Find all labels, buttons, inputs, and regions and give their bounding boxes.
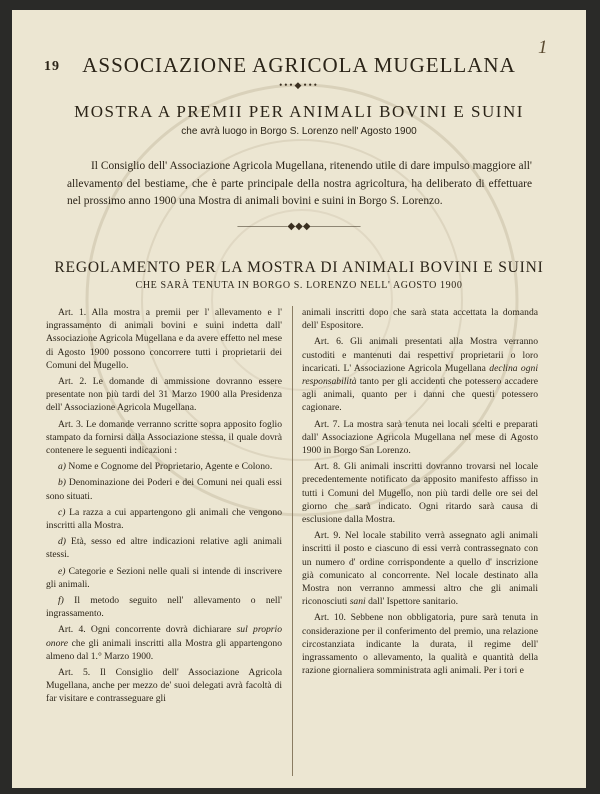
page-number: 19 <box>44 59 60 74</box>
article-3-item-c: c) La razza a cui appartengono gli animali che vengono inscritti alla Mostra. <box>46 506 282 532</box>
article-3-item-b: b) Denominazione dei Poderi e dei Comuni nei quali essi sono situati. <box>46 477 282 502</box>
article-6: Art. 6. Gli animali presentati alla Mostra verranno custoditi e mantenuti dai respettivi proprietarii o loro incaricati. L' Associazione Agricola Mugellana declina ogni responsabilità tanto per gli accidenti che potessero accadere agli animali, quanto per i danni che questi potessero cagionare. <box>302 336 538 414</box>
regulation-subtitle: CHE SARÀ TENUTA IN BORGO S. LORENZO NELL' AGOSTO 1900 <box>135 280 463 291</box>
article-10: Art. 10. Sebbene non obbligatoria, pure sarà tenuta in considerazione per il conferimento del premio, una relazione circostanziata indicante la durata, il regime dell' ingrassamento o allevamento, la qualità e quantità della razione giornaliera somministrata agli animali. Per i tori e <box>302 612 538 677</box>
article-3-item-d: d) Età, sesso ed altre indicazioni relative agli animali stessi. <box>46 536 282 561</box>
article-5: Art. 5. Il Consiglio dell' Associazione Agricola Mugellana, anche per mezzo de' suoi delegati avrà facoltà di far visitare e contrasseguare gli <box>46 667 282 705</box>
exhibition-subtitle: che avrà luogo in Borgo S. Lorenzo nell' Agosto 1900 <box>181 126 417 137</box>
article-1: Art. 1. Alla mostra a premii per l' allevamento e l' ingrassamento di animali bovini e suini indetta dall' Associazione Agricola Mugellana e da avere effetto nel mese di Agosto 1900 possono concorrere tutti i proprietarii dei Comuni del Mugello. <box>46 307 282 371</box>
article-3-item-f: f) Il metodo seguito nell' allevamento o nell' ingrassamento. <box>46 595 282 620</box>
article-9: Art. 9. Nel locale stabilito verrà assegnato agli animali inscritti il posto e ciascuno di essi verrà contrassegnato con un numero d' ordine corrispondente a quello d' inscrizione già comunicato al concorrente. Nel locale destinato alla Mostra non verranno ammessi altro che gli animali riconosciuti sani dall' Ispettore sanitario. <box>302 530 538 608</box>
article-3: Art. 3. Le domande verranno scritte sopra apposito foglio stampato da fornirsi dalla Associazione stessa, il quale dovrà contenere le seguenti indicazioni : <box>46 418 282 457</box>
article-8: Art. 8. Gli animali inscritti dovranno trovarsi nel locale precedentemente notificato da apposito manifesto affisso in tutti i Comuni del Mugello, non più tardi delle ore sei del giorno che sarà indicato. Ogni ritardo sarà causa di esclusione dalla Mostra. <box>302 461 538 526</box>
section-separator: —————◆◆◆————— <box>237 221 361 232</box>
right-column <box>302 306 538 680</box>
article-3-item-e: e) Categorie e Sezioni nelle quali si intende di inscrivere gli animali. <box>46 565 282 590</box>
article-4: Art. 4. Ogni concorrente dovrà dichiarare sul proprio onore che gli animali inscritti alla Mostra gli appartengono almeno dal 1.° Marzo 1900. <box>46 624 282 662</box>
association-title: ASSOCIAZIONE AGRICOLA MUGELLANA <box>82 53 516 77</box>
article-2: Art. 2. Le domande di ammissione dovranno essere presentate non più tardi del 31 Marzo 1900 alla Presidenza dell' Associazione Agricola Mugellana. <box>46 376 282 414</box>
regulation-title: REGOLAMENTO PER LA MOSTRA DI ANIMALI BOVINI E SUINI <box>54 259 544 276</box>
left-column <box>46 306 282 709</box>
handwritten-page-mark: 1 <box>538 37 548 58</box>
article-5-continued: animali inscritti dopo che sarà stata accettata la domanda dell' Espositore. <box>302 307 538 332</box>
exhibition-title: MOSTRA A PREMII PER ANIMALI BOVINI E SUINI <box>74 102 524 121</box>
article-7: Art. 7. La mostra sarà tenuta nei locali scelti e preparati dall' Associazione Agricola Mugellana nel mese di Agosto 1900 in Borgo San Lorenzo. <box>302 418 538 457</box>
intro-paragraph: Il Consiglio dell' Associazione Agricola Mugellana, ritenendo utile di dare impulso maggiore all' allevamento del bestiame, che è parte principale della nostra agricoltura, ha deliberato di effettuare nel prossimo anno 1900 una Mostra di animali bovini e suini in Borgo S. Lorenzo. <box>67 160 532 207</box>
document-page <box>12 10 586 788</box>
column-divider <box>292 306 293 776</box>
article-3-item-a: a) Nome e Cognome del Proprietario, Agente e Colono. <box>58 461 273 473</box>
title-ornament: •••◆••• <box>279 80 319 90</box>
